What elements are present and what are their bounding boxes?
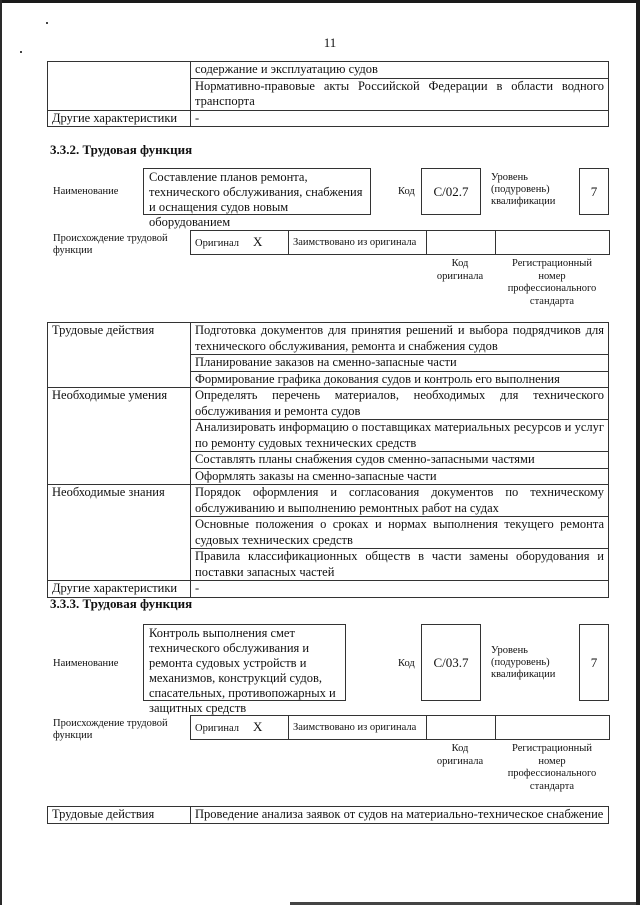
- code-box: [421, 624, 481, 701]
- scan-edge-left: [0, 0, 2, 905]
- code-original-cell: [427, 716, 496, 740]
- function-name: Составление планов ремонта, технического обслуживания, снабжения и оснащения судов новым оборудованием: [149, 170, 363, 229]
- table-cell: -: [191, 110, 609, 127]
- page-number: 11: [323, 35, 337, 50]
- table-cell: Анализировать информацию о поставщиках материальных ресурсов и услуг по ремонту судовых технических средств: [191, 420, 609, 452]
- borrowed-label: Заимствовано из оригинала: [289, 231, 427, 255]
- original-cell: [191, 231, 289, 255]
- function-name-box: [143, 168, 371, 229]
- section-heading: 3.3.2. Трудовая функция: [50, 142, 193, 157]
- original-label: Оригинал: [195, 722, 239, 734]
- code-value: C/03.7: [433, 654, 469, 670]
- table-cell: Порядок оформления и согласования документов по техническому обслуживанию и выполнению ремонтных работ на судах: [191, 485, 609, 517]
- table-cell: Определять перечень материалов, необходимых для технического обслуживания и ремонта судов: [191, 388, 609, 420]
- row-label-other: Другие характеристики: [48, 581, 191, 598]
- original-mark: X: [253, 233, 263, 249]
- code-original-caption: Код оригинала: [436, 258, 484, 282]
- scan-edge-right: [636, 0, 640, 905]
- code-label: Код: [398, 186, 415, 197]
- table-cell: Правила классификационных обществ в части замены оборудования и поставки запасных частей: [191, 549, 609, 581]
- row-label-actions: Трудовые действия: [48, 323, 191, 388]
- table-cell: Формирование графика докования судов и контроль его выполнения: [191, 371, 609, 388]
- reg-number-caption: Регистрационный номер профессионального стандарта: [507, 743, 597, 792]
- reg-number-cell: [496, 716, 610, 740]
- level-box: [579, 168, 609, 215]
- code-original-cell: [427, 231, 496, 255]
- function-name-box: [143, 624, 346, 715]
- function-name: Контроль выполнения смет технического обслуживания и ремонта судовых устройств и механизмов, конструкций судов, спасательных, противопожарных и защитных средств: [149, 626, 336, 715]
- name-label: Наименование: [53, 186, 119, 197]
- level-value: 7: [590, 183, 598, 199]
- level-value: 7: [590, 654, 598, 670]
- row-label-actions: Трудовые действия: [48, 807, 191, 824]
- section-heading: 3.3.3. Трудовая функция: [50, 596, 193, 611]
- table-cell: Основные положения о сроках и нормах выполнения текущего ремонта судовых технических средств: [191, 517, 609, 549]
- row-label: Другие характеристики: [48, 110, 191, 127]
- origin-label: Происхождение трудовой функции: [53, 233, 168, 256]
- code-original-caption: Код оригинала: [436, 743, 484, 767]
- table-cell: Оформлять заказы на сменно-запасные части: [191, 468, 609, 485]
- scan-speck: [20, 51, 22, 53]
- level-box: [579, 624, 609, 701]
- table-cell: Планирование заказов на сменно-запасные части: [191, 355, 609, 372]
- original-label: Оригинал: [195, 237, 239, 249]
- table-cell: Подготовка документов для принятия решений и выбора подрядчиков для технического обслуживания, ремонта и снабжения судов: [191, 323, 609, 355]
- function-details-table: [47, 806, 609, 824]
- reg-number-cell: [496, 231, 610, 255]
- code-box: [421, 168, 481, 215]
- scan-speck: [46, 22, 48, 24]
- reg-number-caption: Регистрационный номер профессионального стандарта: [507, 258, 597, 307]
- function-details-table: [47, 322, 609, 598]
- row-label-skills: Необходимые умения: [48, 388, 191, 485]
- original-mark: X: [253, 718, 263, 734]
- code-label: Код: [398, 658, 415, 669]
- scan-edge-top: [0, 0, 640, 3]
- name-label: Наименование: [53, 658, 119, 669]
- original-cell: [191, 716, 289, 740]
- table-cell: Проведение анализа заявок от судов на материально-техническое снабжение: [191, 807, 609, 824]
- table-cell: -: [191, 581, 609, 598]
- continuation-table: [47, 61, 609, 127]
- origin-table: [190, 230, 610, 255]
- table-cell: содержание и эксплуатацию судов: [191, 62, 609, 79]
- origin-table: [190, 715, 610, 740]
- origin-label: Происхождение трудовой функции: [53, 718, 168, 741]
- borrowed-label: Заимствовано из оригинала: [289, 716, 427, 740]
- table-cell: Составлять планы снабжения судов сменно-запасными частями: [191, 452, 609, 469]
- row-label-knowledge: Необходимые знания: [48, 485, 191, 581]
- row-label: [48, 62, 191, 111]
- code-value: C/02.7: [433, 183, 469, 199]
- level-label: Уровень (подуровень) квалификации: [491, 172, 556, 207]
- table-cell: Нормативно-правовые акты Российской Федерации в области водного транспорта: [191, 78, 609, 110]
- level-label: Уровень (подуровень) квалификации: [491, 645, 556, 680]
